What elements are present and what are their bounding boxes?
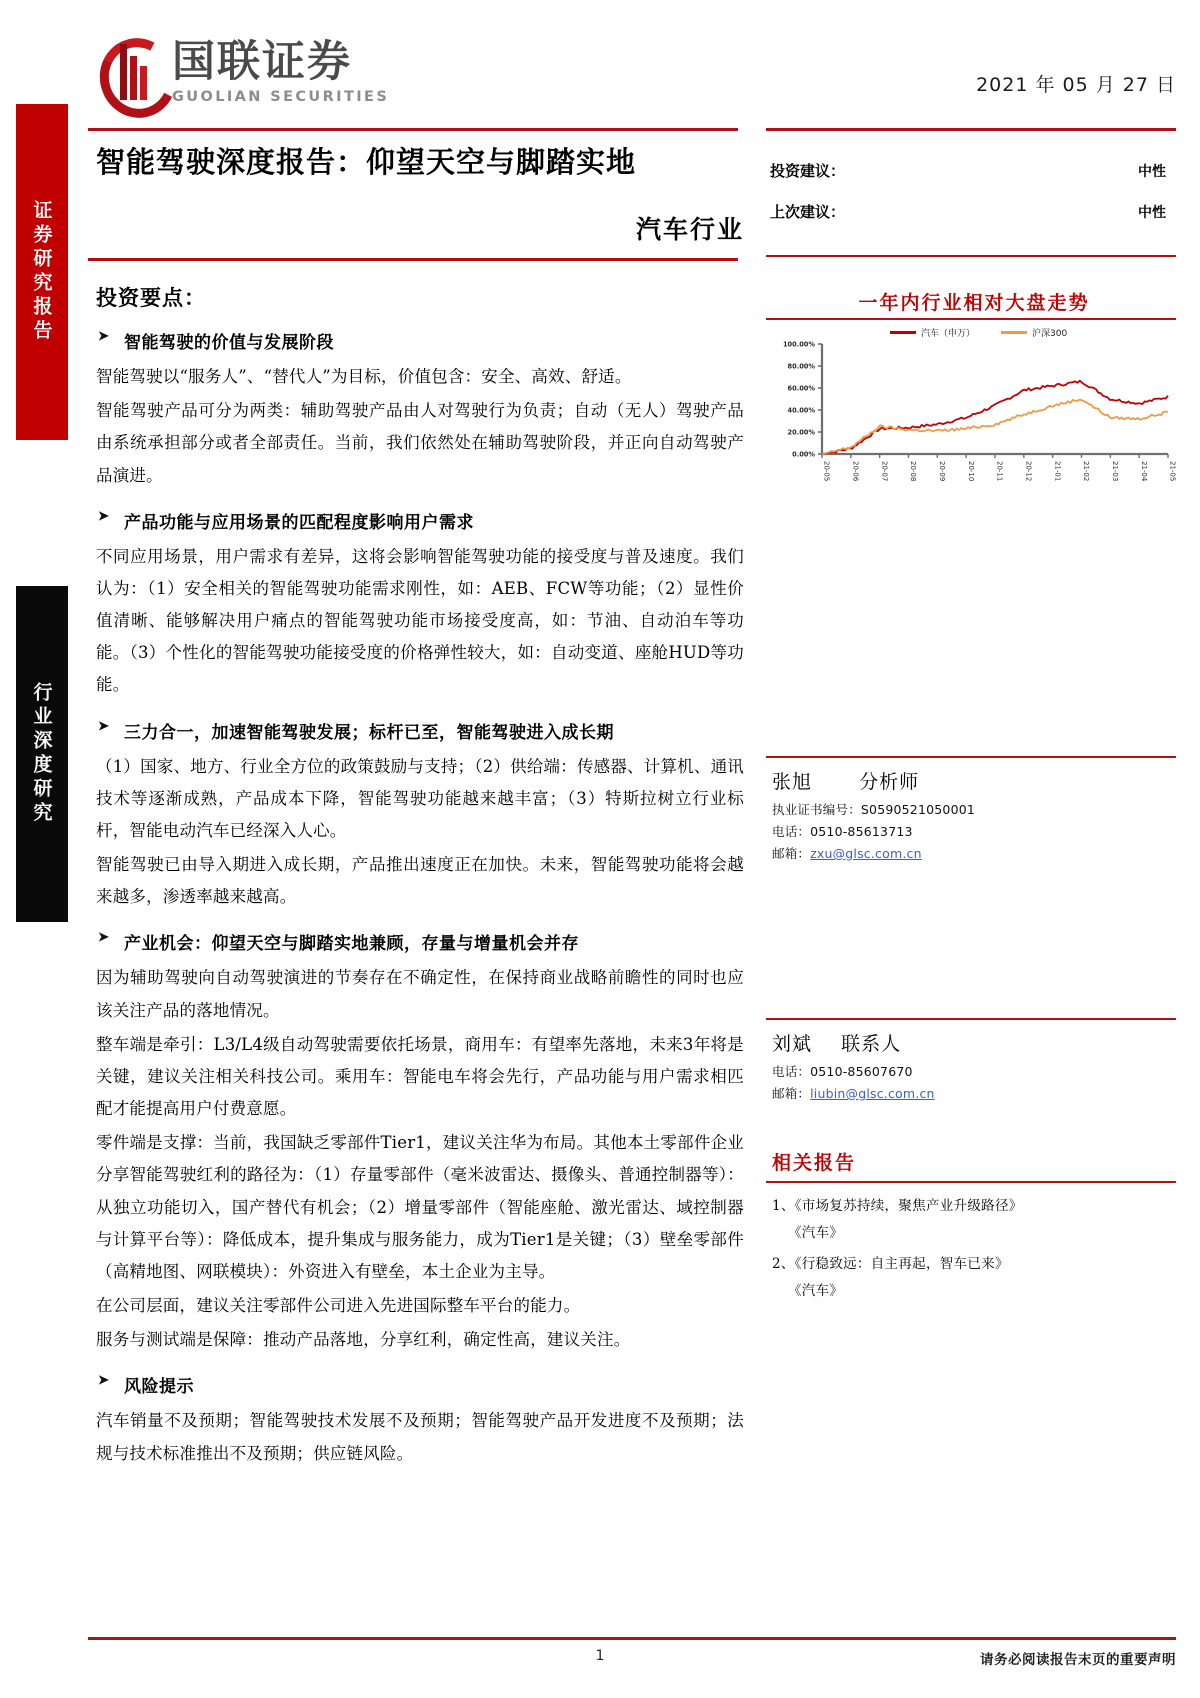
bullet-2: ➤ 三力合一，加速智能驾驶发展；标杆已至，智能驾驶进入成长期 — [96, 718, 744, 743]
chart-series-1 — [822, 399, 1168, 454]
ribbon-gap — [16, 440, 68, 586]
chart-xtick-0: 20-05 — [822, 461, 831, 482]
related-reports — [766, 1148, 1176, 1299]
chart-xtick-6: 20-11 — [995, 461, 1004, 482]
analyst-phone-label: 电话： — [772, 824, 811, 839]
rating-previous-value: 中性 — [1138, 204, 1166, 221]
chart-xtick-2: 20-07 — [880, 461, 889, 482]
paragraph-0-0: 智能驾驶以“服务人”、“替代人”为目标，价值包含：安全、高效、舒适。 — [96, 367, 632, 386]
relative-performance-chart — [770, 322, 1176, 490]
related-reports-list — [766, 1194, 1176, 1299]
analyst-email-value[interactable]: zxu@glsc.com.cn — [810, 846, 922, 861]
rating-divider — [766, 255, 1176, 257]
bullet-3: ➤ 产业机会：仰望天空与脚踏实地兼顾，存量与增量机会并存 — [96, 929, 744, 954]
legend-label-0: 汽车（申万） — [921, 329, 976, 339]
analyst-email-label: 邮箱： — [772, 846, 811, 861]
contact-role: 联系人 — [841, 1033, 902, 1055]
legend-label-1: 沪深300 — [1032, 329, 1068, 339]
chart-xtick-4: 20-09 — [937, 461, 946, 482]
contact-name-row — [772, 1029, 1176, 1056]
chart-xtick-11: 21-04 — [1139, 461, 1148, 482]
contact-phone — [772, 1062, 1176, 1080]
rating-row-current — [766, 150, 1176, 191]
chart-xtick-7: 20-12 — [1024, 461, 1033, 482]
header-divider-right — [766, 128, 1176, 131]
bullet-1: ➤ 产品功能与应用场景的匹配程度影响用户需求 — [96, 508, 744, 533]
logo-english-name: GUOLIAN SECURITIES — [172, 88, 390, 105]
investment-highlights — [96, 282, 744, 1472]
rating-box — [766, 150, 1176, 232]
contact-divider — [766, 1018, 1176, 1020]
related-report-source-1: 《汽车》 — [788, 1283, 844, 1299]
legend-swatch-1 — [1001, 331, 1027, 334]
chart-xtick-1: 20-06 — [851, 461, 860, 482]
chart-legend — [890, 326, 1067, 339]
legend-item-0 — [890, 326, 975, 339]
chart-xtick-9: 21-02 — [1082, 461, 1091, 482]
paragraph-0-1: 智能驾驶产品可分为两类：辅助驾驶产品由人对驾驶行为负责；自动（无人）驾驶产品由系统承担部分或者全部责任。当前，我们依然处在辅助驾驶阶段，并正向自动驾驶产品演进。 — [96, 401, 744, 485]
analyst-block — [766, 756, 1176, 862]
contact-name: 刘斌 — [772, 1033, 813, 1055]
related-reports-heading: 相关报告 — [772, 1152, 857, 1174]
closing-paragraph-0: 整车端是牵引：L3/L4级自动驾驶需要依托场景，商用车：有望率先落地，未来3年将是关键，建议关注相关科技公司。乘用车：智能电车将会先行，产品功能与用户需求相匹配才能提高用户付费意愿。 — [96, 1034, 744, 1119]
title-divider — [88, 258, 738, 261]
page-title: 智能驾驶深度报告：仰望天空与脚踏实地 — [96, 145, 637, 179]
paragraph-2-1: 智能驾驶已由导入期进入成长期，产品推出速度正在加快。未来，智能驾驶功能将会越来越多，渗透率越来越高。 — [96, 855, 744, 907]
rating-current-label: 投资建议： — [770, 162, 846, 180]
chart-ytick-2: 40.00% — [787, 406, 815, 415]
chart-xtick-10: 21-03 — [1110, 461, 1119, 482]
header-divider-left — [88, 128, 738, 131]
chart-title-divider — [766, 318, 1176, 320]
contact-email — [772, 1084, 1176, 1102]
highlight-sections — [96, 328, 744, 1027]
bullet-risk: ➤ 风险提示 — [96, 1372, 744, 1397]
chart-xtick-12: 21-05 — [1168, 461, 1176, 482]
related-report-title-1[interactable]: 2、《行稳致远：自主再起，智车已来》 — [772, 1256, 1009, 1272]
closing-paragraph-3: 服务与测试端是保障：推动产品落地，分享红利，确定性高，建议关注。 — [96, 1330, 631, 1350]
analyst-name: 张旭 — [772, 771, 813, 793]
chart-xtick-5: 20-10 — [966, 461, 975, 482]
contact-phone-label: 电话： — [772, 1064, 811, 1079]
logo-text — [172, 36, 390, 107]
closing-paragraph-1: 零件端是支撑：当前，我国缺乏零部件Tier1，建议关注华为布局。其他本土零部件企业分享智能驾驶红利的路径为：（1）存量零部件（毫米波雷达、摄像头、普通控制器等）：从独立功能切入，国产替代有机会；（2）增量零部件（智能座舱、激光雷达、域控制器与计算平台等）：降低成本，提升集成与服务能力，成为Tier1是关键；（3）壁垒零部件（高精地图、网联模块）：外资进入有壁垒，本土企业为主导。 — [96, 1133, 744, 1281]
analyst-cert — [772, 800, 1176, 818]
rating-row-previous — [766, 191, 1176, 232]
report-date: 2021 年 05 月 27 日 — [976, 74, 1176, 96]
legend-item-1 — [1001, 326, 1067, 339]
section-heading-highlights: 投资要点： — [96, 285, 206, 310]
contact-block — [766, 1018, 1176, 1102]
footer-disclaimer: 请务必阅读报告末页的重要声明 — [980, 1652, 1176, 1668]
logo-chinese-name: 国联证券 — [172, 36, 352, 87]
chart-title: 一年内行业相对大盘走势 — [858, 292, 1090, 314]
chart-xtick-3: 20-08 — [909, 461, 918, 482]
guolian-logo-icon — [100, 34, 162, 106]
analyst-cert-label: 执业证书编号： — [772, 802, 861, 817]
analyst-phone — [772, 822, 1176, 840]
paragraph-3-0: 因为辅助驾驶向自动驾驶演进的节奏存在不确定性，在保持商业战略前瞻性的同时也应该关注产品的落地情况。 — [96, 968, 744, 1020]
analyst-phone-value: 0510-85613713 — [810, 824, 913, 839]
contact-email-label: 邮箱： — [772, 1086, 811, 1101]
chart-ytick-0: 0.00% — [792, 450, 815, 459]
rating-current-value: 中性 — [1138, 163, 1166, 180]
contact-email-value[interactable]: liubin@glsc.com.cn — [810, 1086, 935, 1101]
analyst-email — [772, 844, 1176, 862]
legend-swatch-0 — [890, 331, 916, 334]
related-report-source-0: 《汽车》 — [788, 1225, 844, 1241]
chart-ytick-4: 80.00% — [787, 362, 815, 371]
ribbon-research-report-label: 证券研究报告 — [16, 104, 68, 440]
related-reports-divider — [766, 1181, 1176, 1183]
footer-divider — [88, 1637, 1176, 1640]
paragraph-1-0: 不同应用场景，用户需求有差异，这将会影响智能驾驶功能的接受度与普及速度。我们认为：（1）安全相关的智能驾驶功能需求刚性，如：AEB、FCW等功能；（2）显性价值清晰、能够解决用户痛点的智能驾驶功能市场接受度高，如：节油、自动泊车等功能。（3）个性化的智能驾驶功能接受度的价格弹性较大，如：自动变道、座舱HUD等功能。 — [96, 546, 744, 695]
chart-xtick-8: 21-01 — [1053, 461, 1062, 482]
chart-ytick-5: 100.00% — [782, 340, 815, 349]
company-logo — [100, 34, 389, 106]
page-number: 1 — [595, 1648, 605, 1664]
rating-previous-label: 上次建议： — [770, 203, 846, 221]
paragraph-2-0: （1）国家、地方、行业全方位的政策鼓励与支持；（2）供给端：传感器、计算机、通讯技术等逐渐成熟，产品成本下降，智能驾驶功能越来越丰富；（3）特斯拉树立行业标杆，智能电动汽车已经深入人心。 — [96, 756, 744, 840]
analyst-divider — [766, 756, 1176, 758]
analyst-name-row — [772, 767, 1176, 794]
industry-subtitle: 汽车行业 — [635, 215, 744, 244]
ribbon-industry-depth-label: 行业深度研究 — [16, 586, 68, 922]
related-report-title-0[interactable]: 1、《市场复苏持续，聚焦产业升级路径》 — [772, 1198, 1023, 1214]
side-ribbon — [16, 104, 68, 922]
closing-paragraphs — [96, 1029, 744, 1357]
analyst-role: 分析师 — [859, 771, 920, 793]
chart-ytick-1: 20.00% — [787, 428, 815, 437]
chart-plot — [770, 322, 1176, 490]
bullet-0: ➤ 智能驾驶的价值与发展阶段 — [96, 328, 744, 353]
analyst-cert-value: S0590521050001 — [860, 802, 976, 817]
closing-paragraph-2: 在公司层面，建议关注零部件公司进入先进国际整车平台的能力。 — [96, 1296, 581, 1316]
contact-phone-value: 0510-85607670 — [810, 1064, 913, 1079]
risk-text: 汽车销量不及预期；智能驾驶技术发展不及预期；智能驾驶产品开发进度不及预期；法规与技术标准推出不及预期；供应链风险。 — [96, 1411, 744, 1463]
chart-ytick-3: 60.00% — [787, 384, 815, 393]
